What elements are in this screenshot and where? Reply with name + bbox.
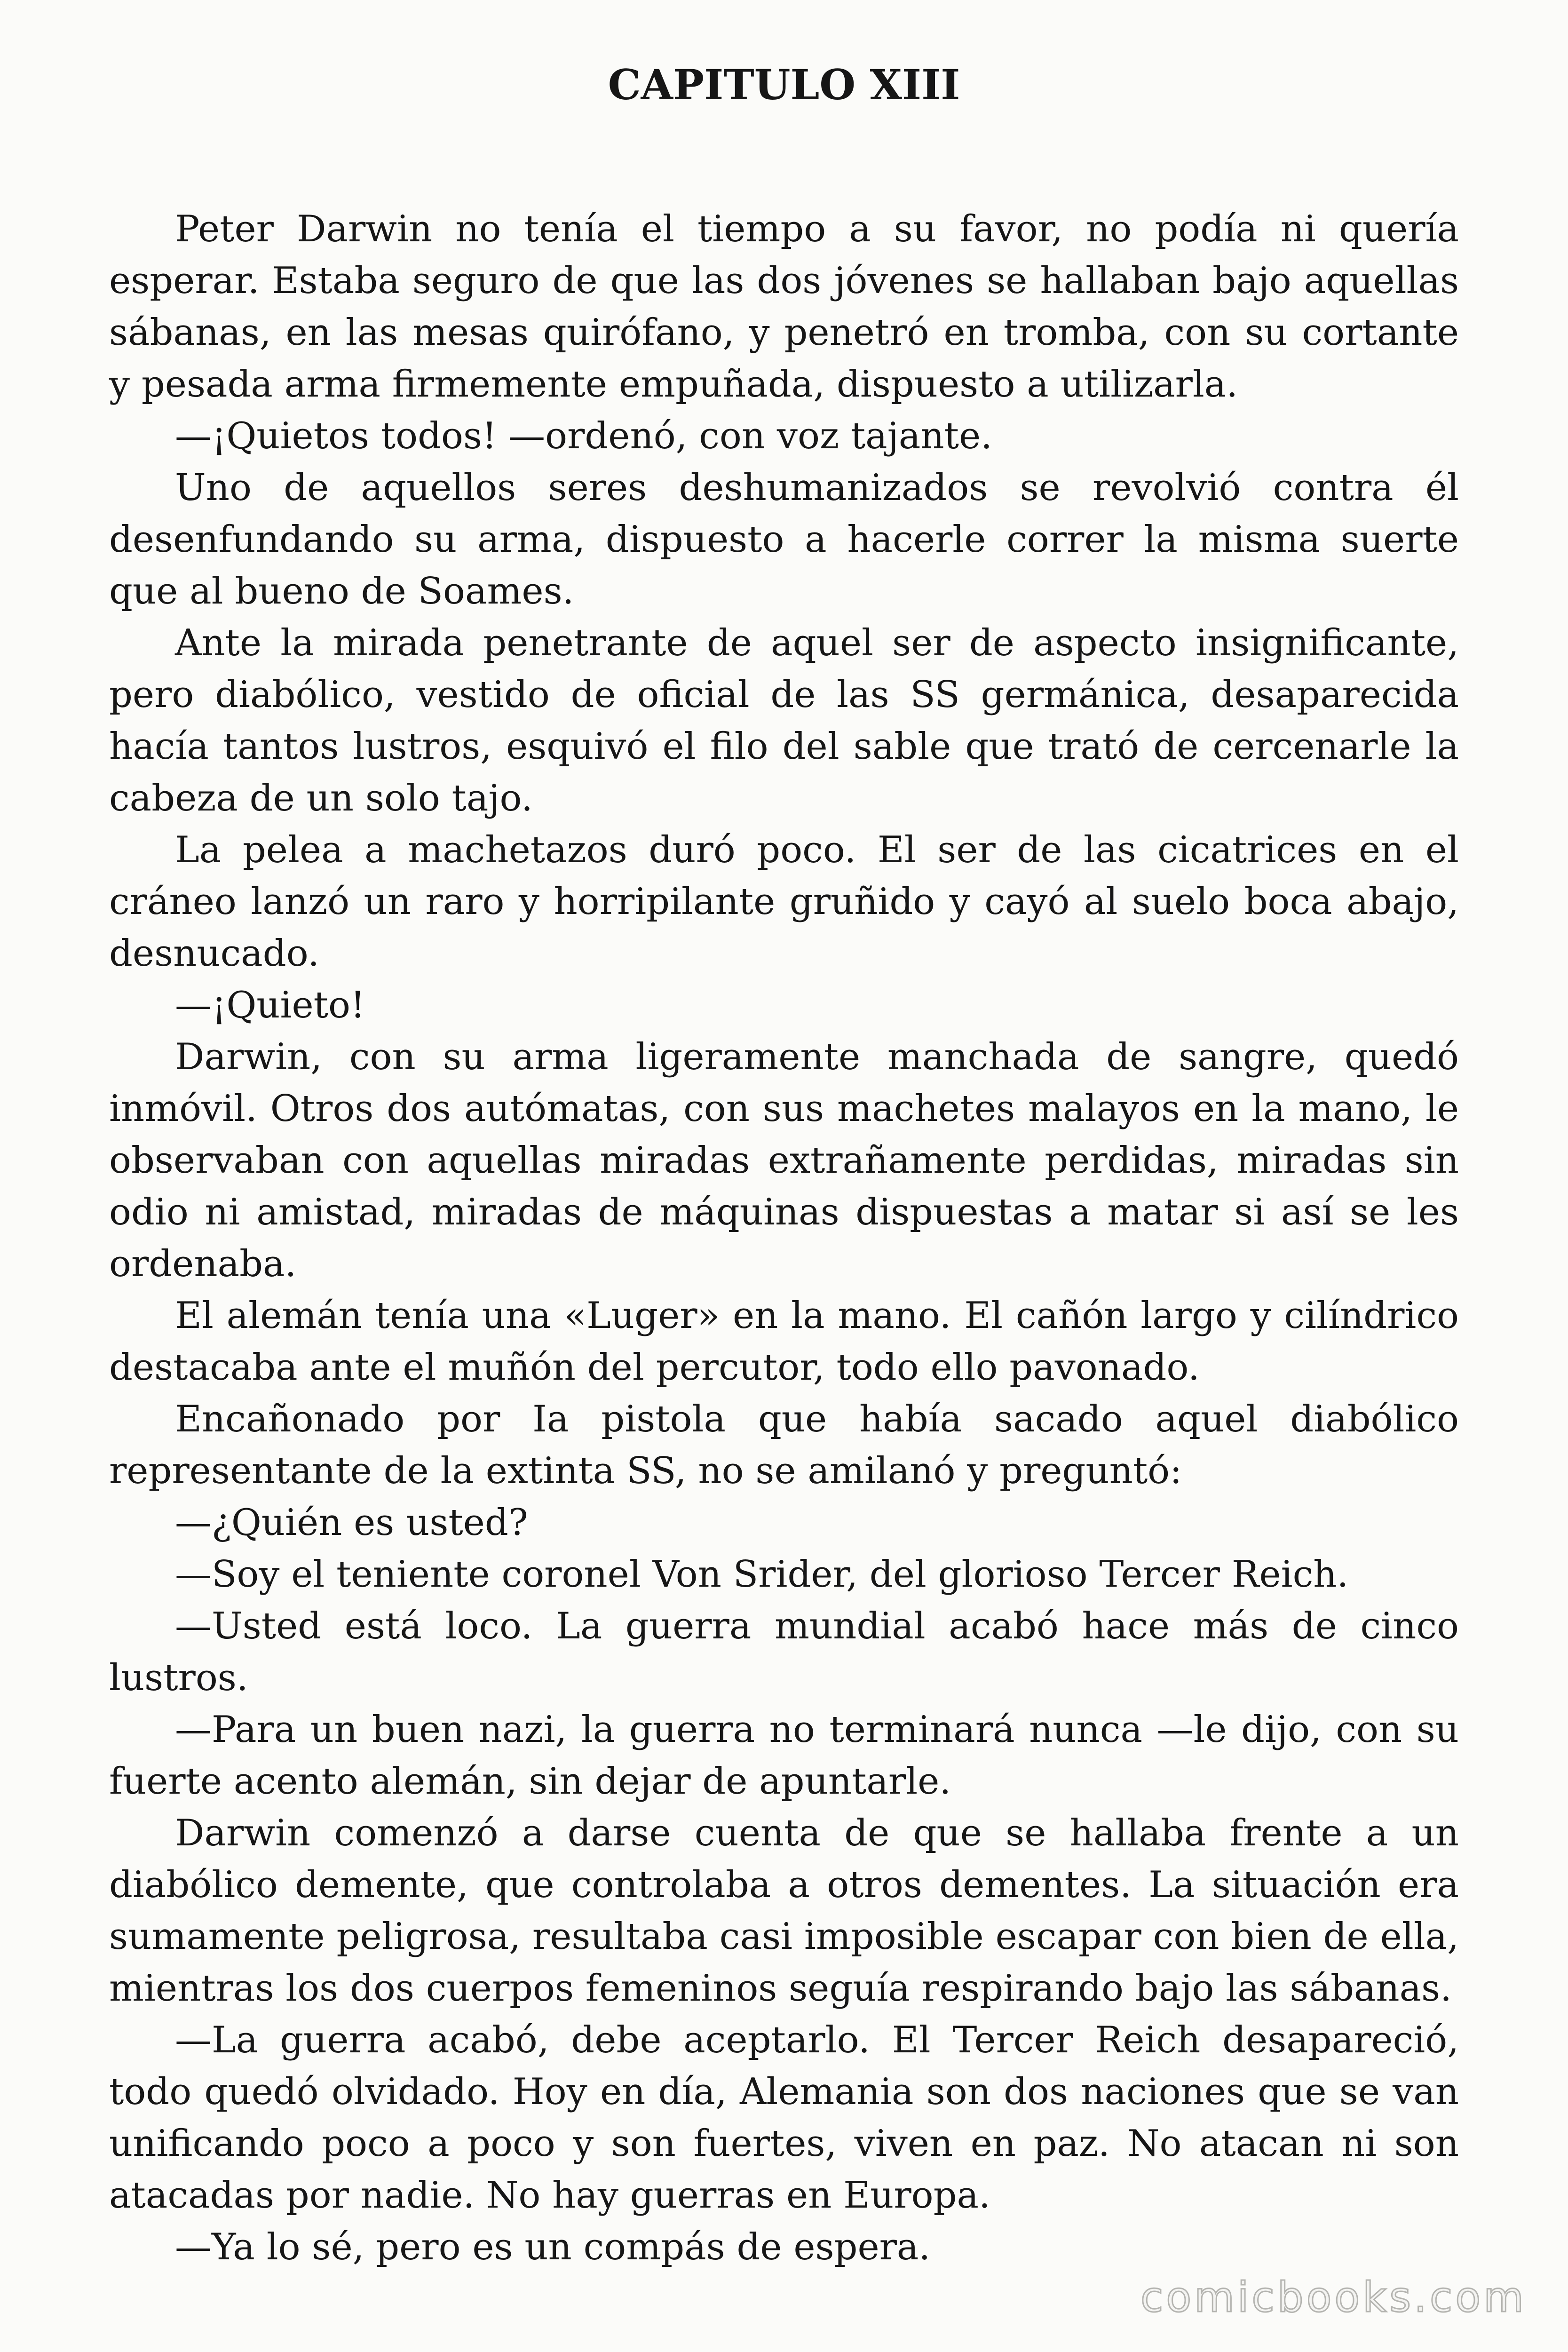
paragraph: Encañonado por Ia pistola que había sacado aquel diabólico representante de la extinta SS, no se amilanó y preguntó: [109,1398,1459,1492]
chapter-title: CAPITULO XIII [608,60,960,109]
paragraph: —Usted está loco. La guerra mundial acabó hace más de cinco lustros. [109,1605,1459,1699]
chapter-body [109,203,1459,2273]
paragraph: —La guerra acabó, debe aceptarlo. El Tercer Reich desapareció, todo quedó olvidado. Hoy en día, Alemania son dos naciones que se van unificando poco a poco y son fuertes, viven en paz. No atacan ni son atacadas por nadie. No hay guerras en Europa. [109,2019,1459,2217]
paragraph: Ante la mirada penetrante de aquel ser de aspecto insignificante, pero diabólico, vestido de oficial de las SS germánica, desaparecida hacía tantos lustros, esquivó el filo del sable que trató de cercenarle la cabeza de un solo tajo. [109,622,1459,819]
watermark: comicbooks.com [1140,2273,1527,2321]
paragraph: —¡Quieto! [175,984,365,1026]
paragraph: Peter Darwin no tenía el tiempo a su favor, no podía ni quería esperar. Estaba seguro de que las dos jóvenes se hallaban bajo aquellas sábanas, en las mesas quirófano, y penetró en tromba, con su cortante y pesada arma firmemente empuñada, dispuesto a utilizarla. [109,208,1459,405]
paragraph: —Ya lo sé, pero es un compás de espera. [175,2226,931,2268]
paragraph: El alemán tenía una «Luger» en la mano. El cañón largo y cilíndrico destacaba ante el muñón del percutor, todo ello pavonado. [109,1295,1459,1389]
paragraph: —¡Quietos todos! —ordenó, con voz tajante. [175,415,992,457]
paragraph: Darwin, con su arma ligeramente manchada de sangre, quedó inmóvil. Otros dos autómatas, con sus machetes malayos en la mano, le observaban con aquellas miradas extrañamente perdidas, miradas sin odio ni amistad, miradas de máquinas dispuestas a matar si así se les ordenaba. [109,1036,1459,1285]
paragraph: Darwin comenzó a darse cuenta de que se hallaba frente a un diabólico demente, que controlaba a otros dementes. La situación era sumamente peligrosa, resultaba casi imposible escapar con bien de ella, mientras los dos cuerpos femeninos seguía respirando bajo las sábanas. [109,1812,1459,2010]
paragraph: —Para un buen nazi, la guerra no terminará nunca —le dijo, con su fuerte acento alemán, sin dejar de apuntarle. [109,1708,1459,1803]
paragraph: La pelea a machetazos duró poco. El ser de las cicatrices en el cráneo lanzó un raro y horripilante gruñido y cayó al suelo boca abajo, desnucado. [109,829,1459,975]
paragraph: —¿Quién es usted? [175,1502,528,1544]
paragraph: —Soy el teniente coronel Von Srider, del glorioso Tercer Reich. [175,1553,1349,1596]
paragraph: Uno de aquellos seres deshumanizados se revolvió contra él desenfundando su arma, dispuesto a hacerle correr la misma suerte que al bueno de Soames. [109,467,1459,612]
